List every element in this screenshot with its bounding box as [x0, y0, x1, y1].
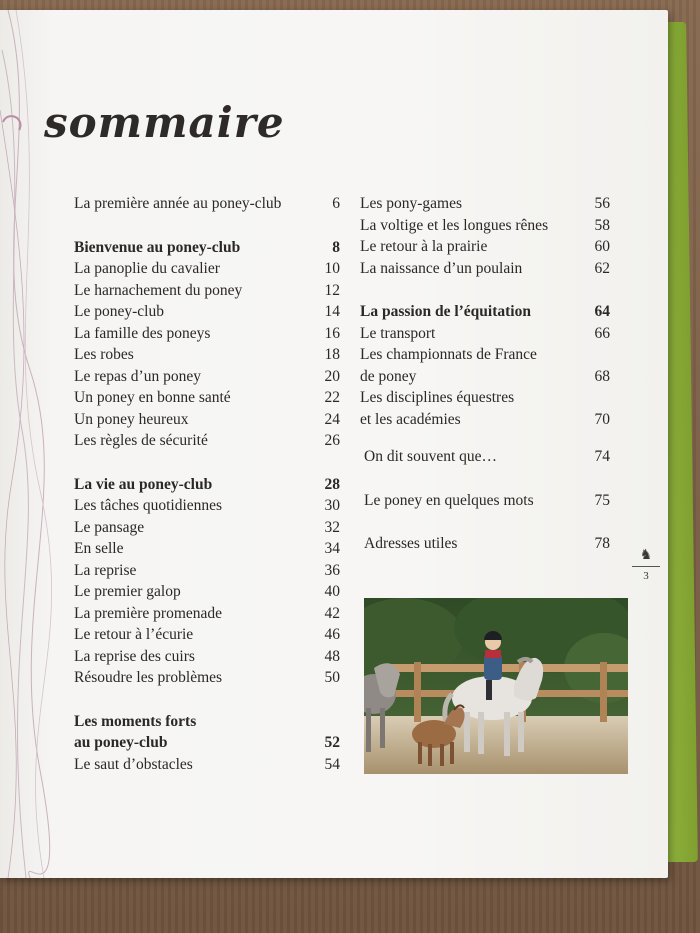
toc-entry: En selle 34 — [74, 540, 340, 557]
toc-entry: Le poney-club 14 — [74, 303, 340, 320]
toc-section-heading: Bienvenue au poney-club 8 — [74, 238, 340, 256]
toc-entry: La première année au poney-club 6 — [74, 195, 340, 212]
horse-rider-icon: ♞ — [639, 548, 653, 563]
toc-entry: Le repas d’un poney 20 — [74, 367, 340, 385]
toc-entry: La naissance d’un poulain 62 — [360, 259, 610, 277]
toc-entry: Le retour à l’écurie 46 — [74, 626, 340, 643]
toc-entry: La première promenade 42 — [74, 604, 340, 622]
toc-entry: La reprise des cuirs 48 — [74, 647, 340, 665]
toc-entry: Le transport 66 — [360, 324, 610, 342]
toc-entry: La voltige et les longues rênes 58 — [360, 216, 610, 234]
toc-section-heading: La passion de l’équitation 64 — [360, 303, 610, 320]
toc-entry: Les disciplines équestres et les académies 70 — [360, 389, 610, 428]
toc-entry: On dit souvent que… 74 — [364, 448, 610, 465]
toc-entry: Les championnats de France de poney 68 — [360, 346, 610, 385]
pony-club-photo — [364, 598, 628, 774]
toc-entry: La reprise 36 — [74, 561, 340, 579]
toc-entry: Les règles de sécurité 26 — [74, 432, 340, 449]
toc-entry: Résoudre les problèmes 50 — [74, 669, 340, 686]
toc-entry: Adresses utiles 78 — [364, 535, 610, 552]
page-folio — [628, 548, 664, 582]
toc-entry: Le retour à la prairie 60 — [360, 238, 610, 255]
folio-divider — [632, 566, 660, 567]
toc-entry: Le saut d’obstacles 54 — [74, 755, 340, 773]
toc-entry: Le poney en quelques mots 75 — [364, 491, 610, 509]
toc-entry: Un poney heureux 24 — [74, 410, 340, 428]
toc-entry: La famille des poneys 16 — [74, 324, 340, 342]
toc-entry: La panoplie du cavalier 10 — [74, 260, 340, 277]
toc-section-heading: La vie au poney-club 28 — [74, 475, 340, 493]
toc-section-heading: Les moments forts au poney-club 52 — [74, 712, 340, 751]
toc-entry: Le pansage 32 — [74, 518, 340, 536]
toc-entry: Les robes 18 — [74, 346, 340, 363]
toc-entry: Le harnachement du poney 12 — [74, 281, 340, 299]
toc-entry: Un poney en bonne santé 22 — [74, 389, 340, 406]
book-page — [0, 10, 668, 878]
toc-entry: Les tâches quotidiennes 30 — [74, 497, 340, 514]
toc-left-column — [74, 193, 340, 775]
toc-entry: Le premier galop 40 — [74, 583, 340, 600]
toc-entry: Les pony-games 56 — [360, 195, 610, 212]
page-title: sommaire — [44, 98, 285, 147]
page-number: 3 — [643, 570, 649, 582]
toc-right-column — [360, 193, 610, 555]
photo-illustration — [364, 598, 628, 774]
